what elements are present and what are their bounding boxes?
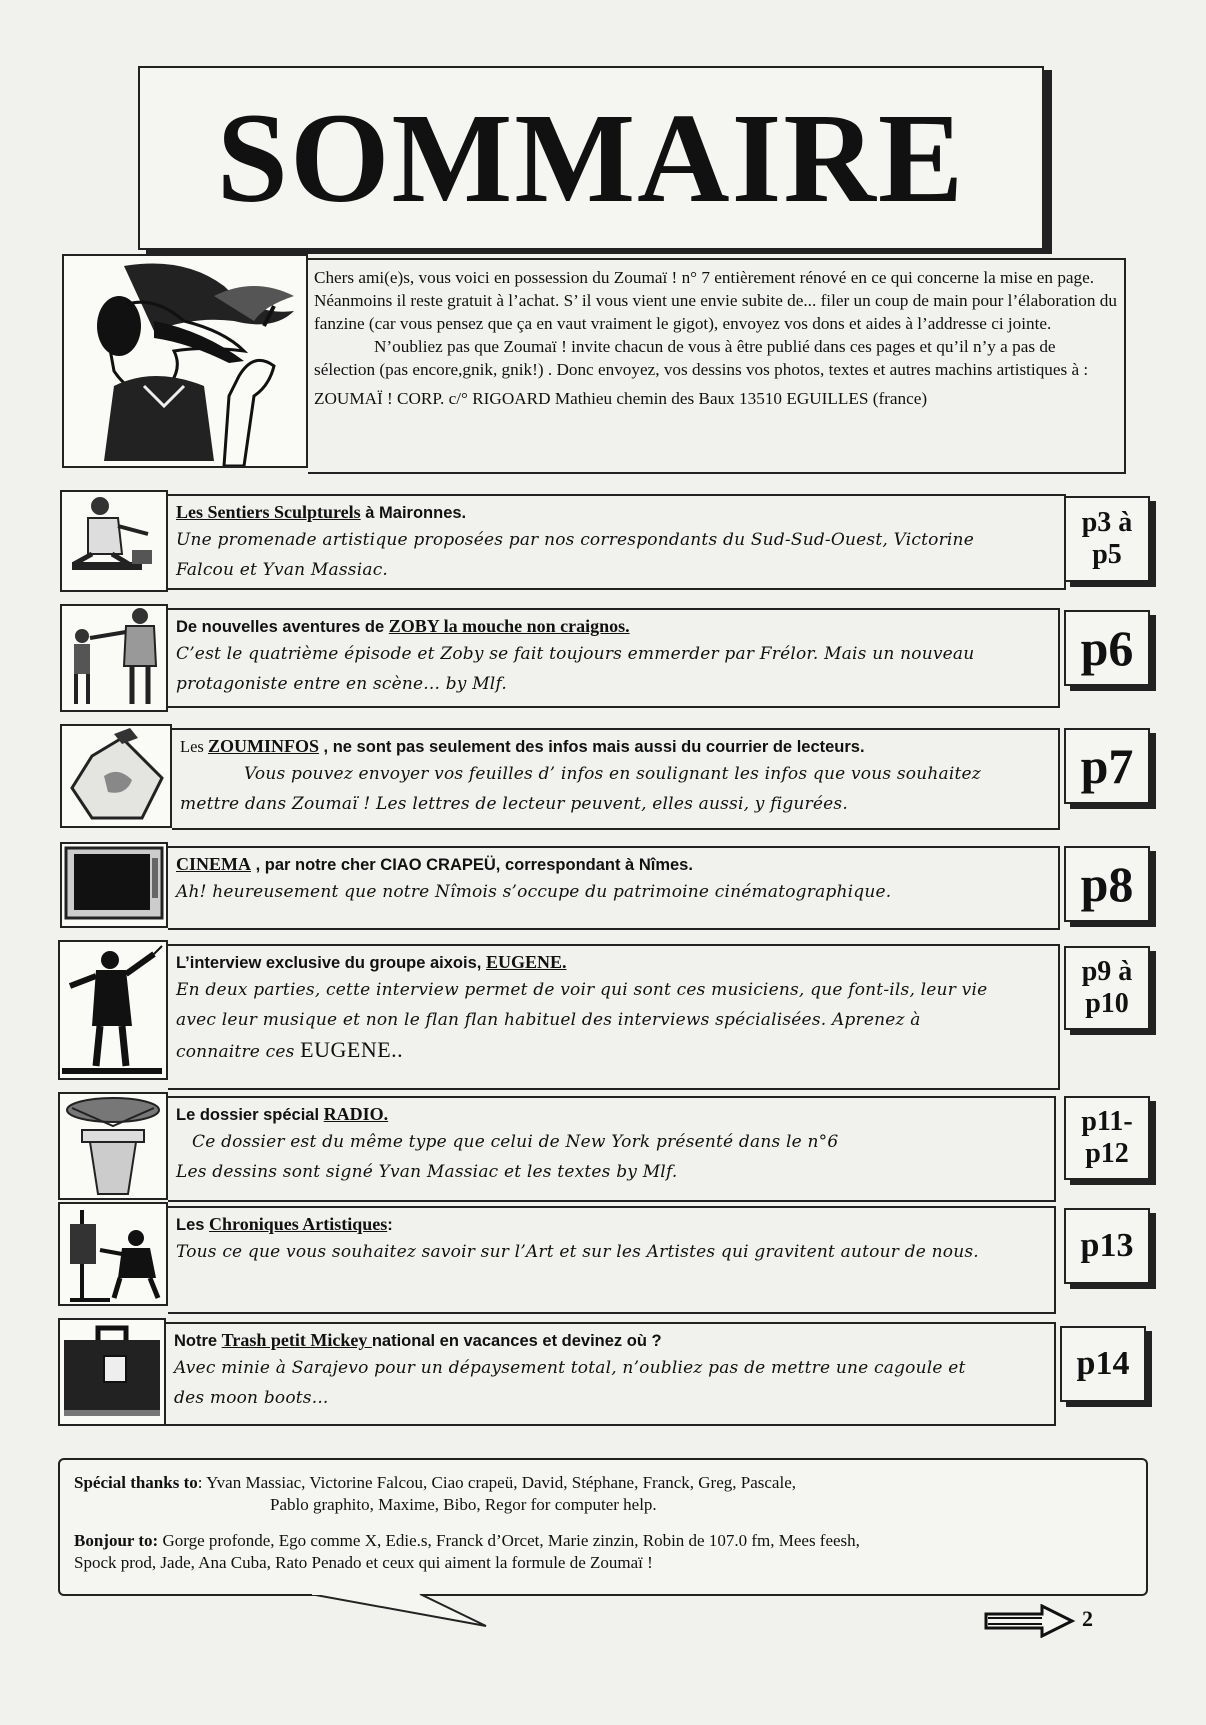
article-link[interactable]: EUGENE. xyxy=(485,952,567,972)
bonjour-text: Gorge profonde, Ego comme X, Edie.s, Franck d’Orcet, Marie zinzin, Robin de 107.0 fm, Mees feesh, xyxy=(158,1531,860,1550)
radio-plant-icon xyxy=(58,1092,168,1200)
page-reference-badge[interactable]: p8 xyxy=(1064,846,1150,922)
intro-paragraph: Chers ami(e)s, vous voici en possession du Zoumaï ! n° 7 entièrement rénové en ce qui concerne la mise en page. Néanmoins il reste gratuit à l’achat. S’ il vous vient une envie subite de... filer un coup de main pour l’élaboration du fanzine (car vous pensez que ça en vaut vraiment le gigot), envoyez vos dons et aides à l’addresse ci jointe. xyxy=(314,268,1117,333)
entry-description: Ah! heureusement que notre Nîmois s’occupe du patrimoine cinématographique. xyxy=(176,882,892,902)
page-reference-badge[interactable]: p13 xyxy=(1064,1208,1150,1284)
list-item: Les Chroniques Artistiques: Tous ce que vous souhaitez savoir sur l’Art et sur les Artistes qui gravitent autour de nous. xyxy=(168,1206,1056,1314)
list-item: Notre Trash petit Mickey national en vacances et devinez où ? Avec minie à Sarajevo pour un dépaysement total, n’oubliez pas de mettre une cagoule et des moon boots... xyxy=(166,1322,1056,1426)
page-reference-badge[interactable]: p11- p12 xyxy=(1064,1096,1150,1180)
entry-description: protagoniste entre en scène... by Mlf. xyxy=(176,674,507,694)
caricature-illustration xyxy=(62,254,308,468)
entry-description: Une promenade artistique proposées par nos correspondants du Sud-Sud-Ouest, Victorine xyxy=(176,530,974,550)
page-title: SOMMAIRE xyxy=(216,87,966,229)
two-men-icon xyxy=(60,604,168,712)
list-item: Les ZOUMINFOS , ne sont pas seulement des infos mais aussi du courrier de lecteurs. Vous pouvez envoyer vos feuilles d’ infos en soulignant les infos que vous souhaitez mettre dans Zoumaï ! Les lettres de lecteur peuvent, elles aussi, y figurées. xyxy=(172,728,1060,830)
article-link[interactable]: ZOUMINFOS xyxy=(207,736,319,756)
thanks-text: Pablo graphito, Maxime, Bibo, Regor for computer help. xyxy=(270,1495,657,1514)
article-link[interactable]: ZOBY la mouche non craignos. xyxy=(388,616,630,636)
bonjour-label: Bonjour to: xyxy=(74,1531,159,1550)
entry-description: connaitre ces xyxy=(176,1042,301,1062)
list-item: CINEMA , par notre cher CIAO CRAPEÜ, correspondant à Nîmes. Ah! heureusement que notre Nîmois s’occupe du patrimoine cinématographique. xyxy=(168,846,1060,930)
suitcase-icon xyxy=(58,1318,166,1426)
entry-description: En deux parties, cette interview permet de voir qui sont ces musiciens, que font-ils, leur vie xyxy=(176,980,988,1000)
tv-icon xyxy=(60,842,168,928)
entry-description: mettre dans Zoumaï ! Les lettres de lecteur peuvent, elles aussi, y figurées. xyxy=(180,794,848,814)
entry-description: Tous ce que vous souhaitez savoir sur l’Art et sur les Artistes qui gravitent autour de nous. xyxy=(176,1242,979,1262)
intro-address: ZOUMAÏ ! CORP. c/° RIGOARD Mathieu chemin des Baux 13510 EGUILLES (france) xyxy=(314,389,928,408)
article-link[interactable]: CINEMA xyxy=(176,854,251,874)
article-link[interactable]: Les Sentiers Sculpturels xyxy=(176,502,361,522)
page-reference-badge[interactable]: p14 xyxy=(1060,1326,1146,1402)
title-box xyxy=(138,66,1044,250)
page-reference-badge[interactable]: p6 xyxy=(1064,610,1150,686)
intro-paragraph: N’oubliez pas que Zoumaï ! invite chacun de vous à être publié dans ces pages et qu’il n’y a pas de sélection (pas encore,gnik, gnik!) . Donc envoyez, vos dessins vos photos, textes et autres machins artistiques à : xyxy=(314,337,1089,379)
list-item: L’interview exclusive du groupe aixois, EUGENE. En deux parties, cette interview permet de voir qui sont ces musiciens, que font-ils, leur vie avec leur musique et non le flan flan habituel des interviews spécialisées. Aprenez à connaitre ces EUGENE.. xyxy=(168,944,1060,1090)
intro-text xyxy=(308,258,1126,474)
list-item: Le dossier spécial RADIO. Ce dossier est du même type que celui de New York présenté dans le n°6 Les dessins sont signé Yvan Massiac et les textes by Mlf. xyxy=(168,1096,1056,1202)
entry-description: avec leur musique et non le flan flan habituel des interviews spécialisées. Aprenez à xyxy=(176,1010,921,1030)
article-link[interactable]: RADIO. xyxy=(323,1104,389,1124)
entry-description: C’est le quatrième épisode et Zoby se fait toujours emmerder par Frélor. Mais un nouveau xyxy=(176,644,975,664)
conductor-icon xyxy=(58,940,168,1080)
page-number: 2 xyxy=(1082,1606,1093,1631)
entry-description: Vous pouvez envoyer vos feuilles d’ infos en soulignant les infos que vous souhaitez xyxy=(244,764,981,784)
entry-description: Ce dossier est du même type que celui de New York présenté dans le n°6 xyxy=(192,1132,839,1152)
list-item: Les Sentiers Sculpturels à Maironnes. Une promenade artistique proposées par nos correspondants du Sud-Sud-Ouest, Victorine Falcou et Yvan Massiac. xyxy=(168,494,1066,590)
page-reference-badge[interactable]: p9 à p10 xyxy=(1064,946,1150,1030)
page-reference-badge[interactable]: p7 xyxy=(1064,728,1150,804)
painter-icon xyxy=(58,1202,168,1306)
entry-description: Les dessins sont signé Yvan Massiac et les textes by Mlf. xyxy=(176,1162,678,1182)
list-item: De nouvelles aventures de ZOBY la mouche non craignos. C’est le quatrième épisode et Zoby se fait toujours emmerder par Frélor. Mais un nouveau protagoniste entre en scène... by Mlf. xyxy=(168,608,1060,708)
thanks-box xyxy=(58,1458,1148,1596)
thanks-text: : Yvan Massiac, Victorine Falcou, Ciao crapeü, David, Stéphane, Franck, Greg, Pascale, xyxy=(197,1473,796,1492)
bottle-icon xyxy=(60,724,172,828)
arrow-icon[interactable] xyxy=(984,1604,1080,1638)
article-link[interactable]: Trash petit Mickey xyxy=(221,1330,372,1350)
band-name: EUGENE.. xyxy=(300,1037,404,1062)
article-link[interactable]: Chroniques Artistiques xyxy=(209,1214,388,1234)
sculptor-icon xyxy=(60,490,168,592)
entry-description: Avec minie à Sarajevo pour un dépaysement total, n’oubliez pas de mettre une cagoule et xyxy=(174,1358,966,1378)
bonjour-text: Spock prod, Jade, Ana Cuba, Rato Penado et ceux qui aiment la formule de Zoumaï ! xyxy=(74,1553,653,1572)
entry-description: des moon boots... xyxy=(174,1388,329,1408)
thanks-label: Spécial thanks to xyxy=(74,1473,198,1492)
page-reference-badge[interactable]: p3 à p5 xyxy=(1064,496,1150,582)
entry-description: Falcou et Yvan Massiac. xyxy=(176,560,389,580)
speech-bubble-tail xyxy=(310,1594,490,1628)
